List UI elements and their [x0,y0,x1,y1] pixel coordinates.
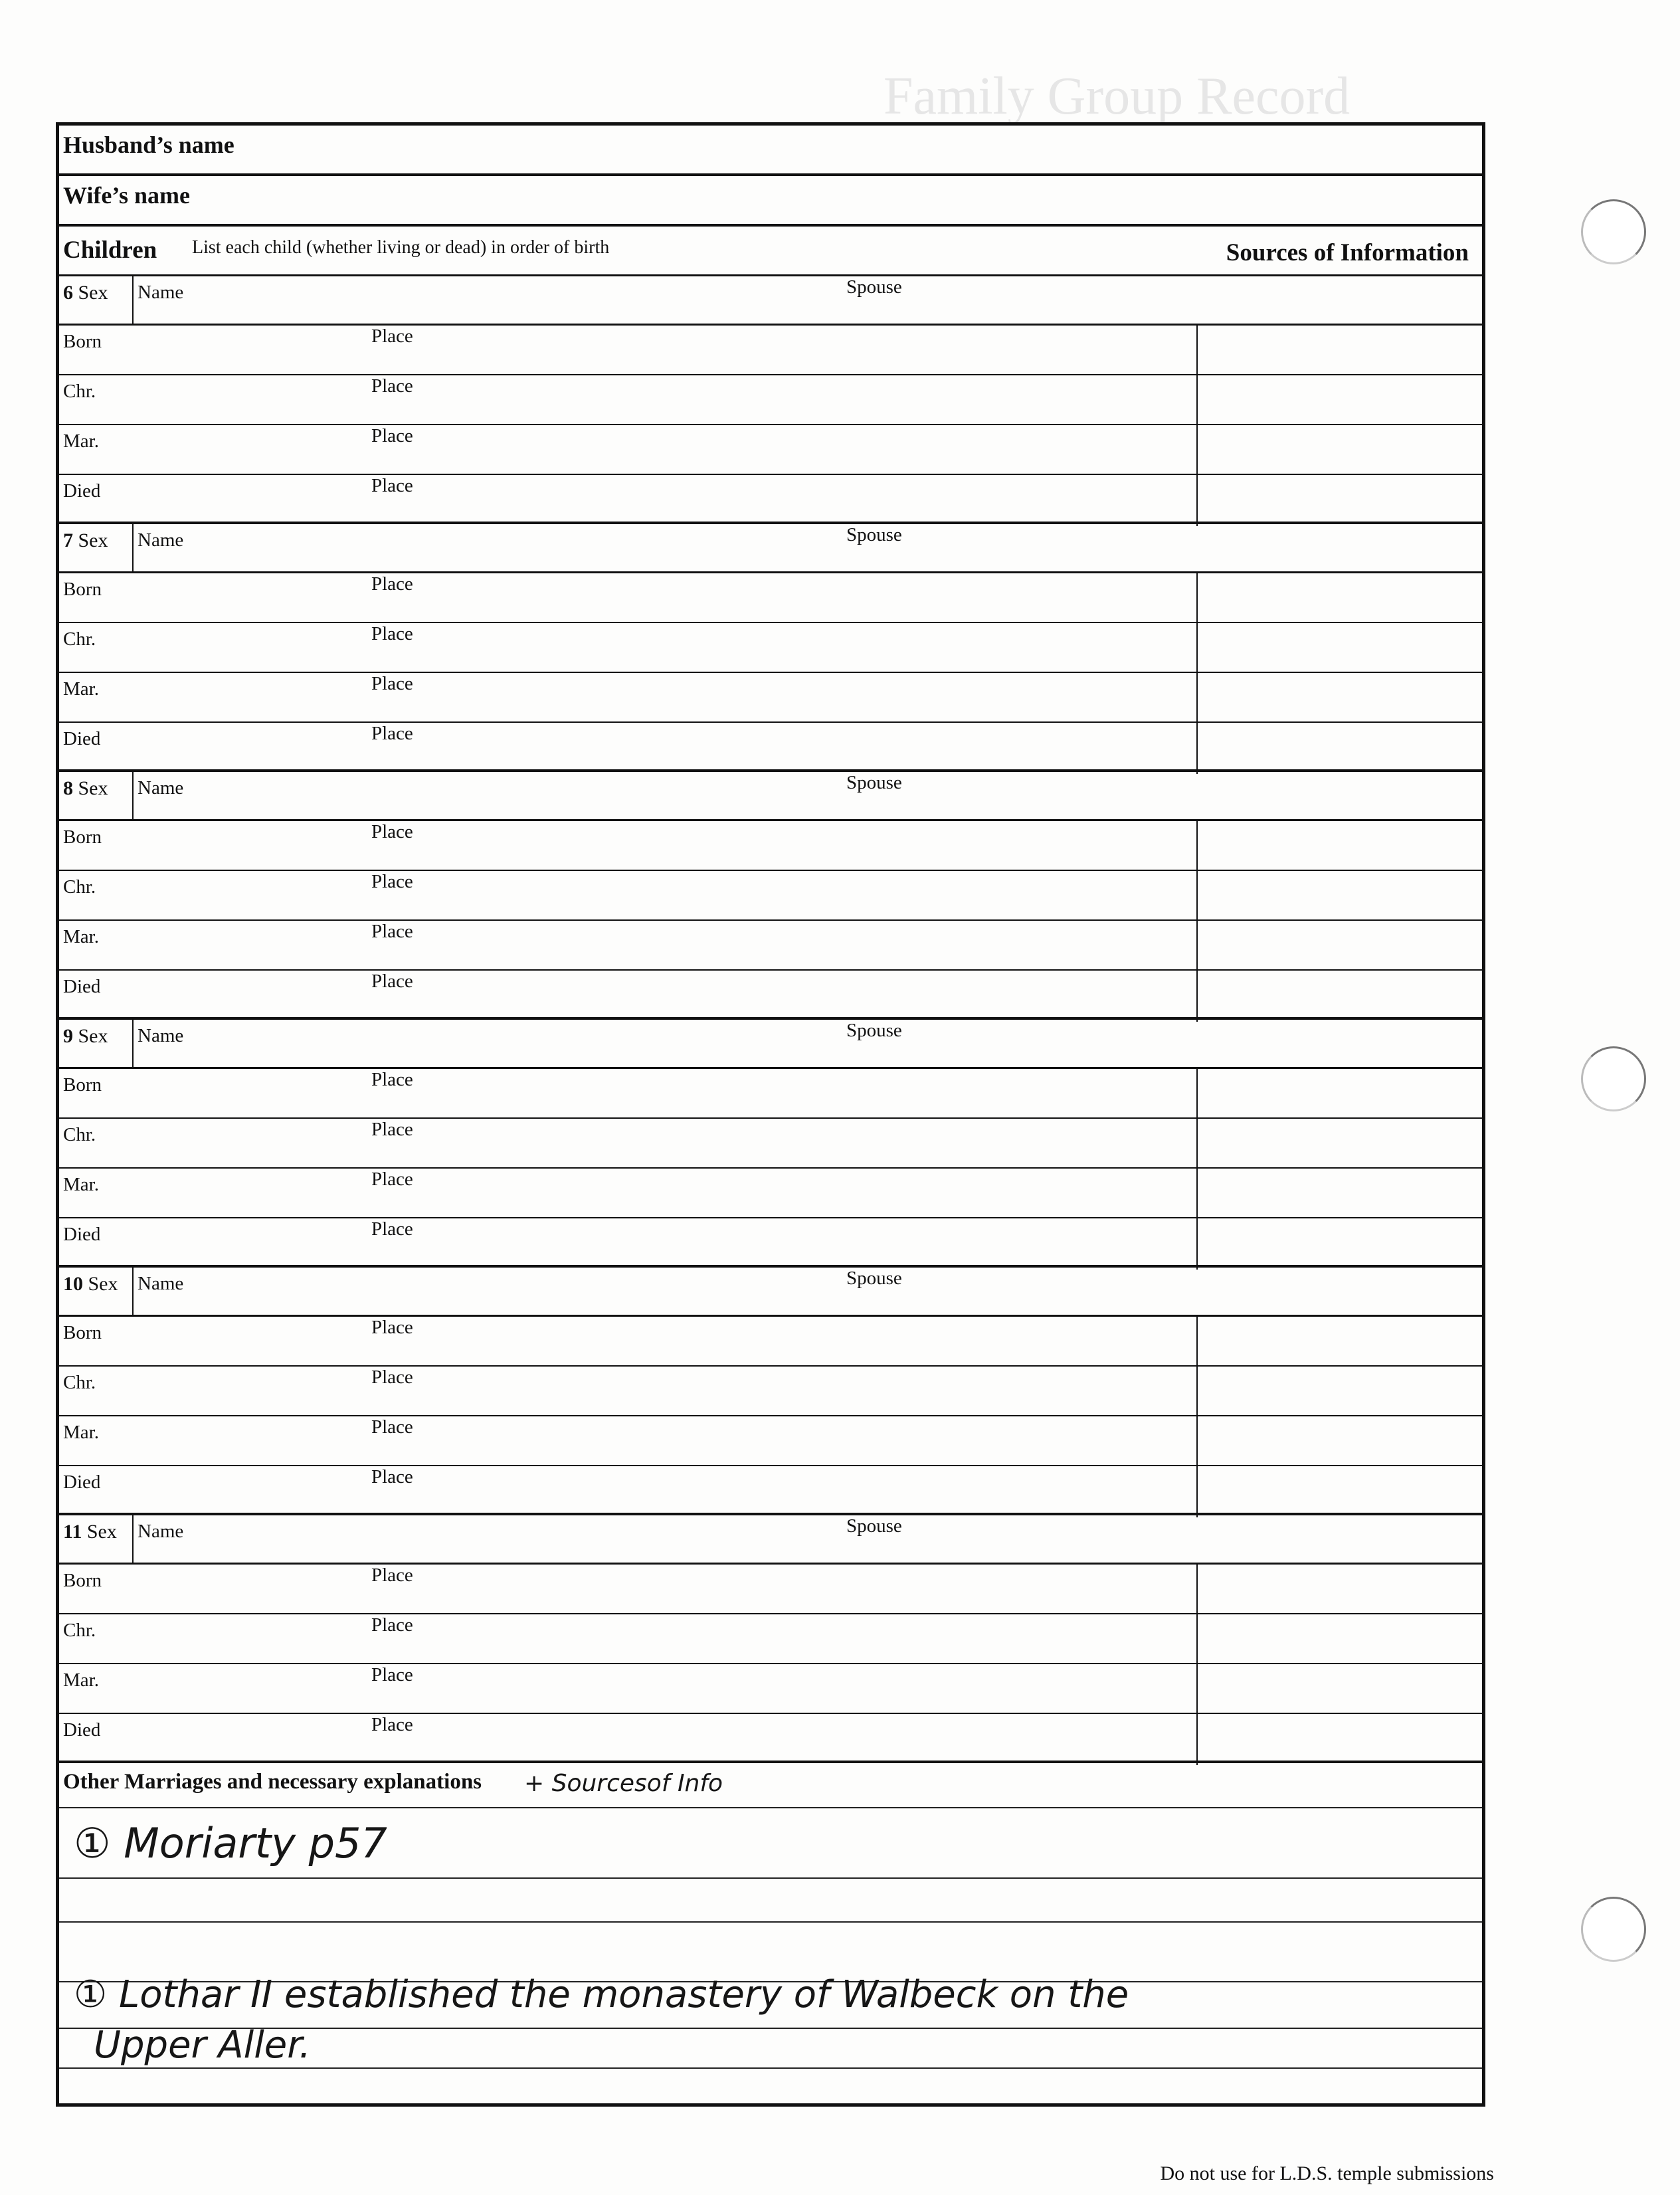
chr-row[interactable] [59,871,1482,921]
source-cell[interactable] [1196,1169,1198,1218]
place-label: Place [371,971,413,992]
child-number-sex [63,1025,108,1048]
died-row[interactable] [59,475,1482,525]
died-label: Died [63,976,101,997]
child-number-sex [63,282,108,304]
name-label: Name [138,529,184,551]
died-row[interactable] [59,971,1482,1020]
sex-label: Sex [78,529,108,551]
children-list [59,276,1482,1763]
place-label: Place [371,326,413,347]
source-cell[interactable] [1196,1119,1198,1169]
mar-label: Mar. [63,430,99,452]
husband-name-label: Husband’s name [63,132,234,158]
spouse-label: Spouse [846,772,902,793]
child-name-row[interactable] [59,1515,1482,1565]
sources-header: Sources of Information [1226,239,1469,266]
punch-hole-middle [1581,1046,1646,1111]
ruled-line [59,2067,1482,2069]
place-label: Place [371,623,413,644]
name-label: Name [138,282,184,303]
chr-label: Chr. [63,1372,96,1393]
source-cell[interactable] [1196,971,1198,1022]
handwritten-note-2-line-2[interactable]: Upper Aller. [94,2024,311,2067]
place-label: Place [371,375,413,397]
place-label: Place [371,475,413,496]
born-label: Born [63,1570,102,1591]
child-number: 11 [63,1521,82,1543]
source-cell[interactable] [1196,921,1198,971]
place-label: Place [371,821,413,842]
source-cell[interactable] [1196,1565,1198,1614]
place-label: Place [371,1218,413,1240]
source-cell[interactable] [1196,1069,1198,1119]
place-label: Place [371,673,413,694]
wife-name-label: Wife’s name [63,182,190,209]
born-row[interactable] [59,1069,1482,1119]
born-row[interactable] [59,1317,1482,1367]
sex-divider [132,524,134,573]
place-label: Place [371,921,413,942]
source-cell[interactable] [1196,821,1198,871]
place-label: Place [371,573,413,595]
born-row[interactable] [59,1565,1482,1614]
handwritten-note-1[interactable]: ① Moriarty p57 [74,1819,387,1867]
sex-label: Sex [78,1025,108,1047]
chr-label: Chr. [63,381,96,402]
child-name-row[interactable] [59,1268,1482,1317]
child-number: 10 [63,1273,83,1295]
born-row[interactable] [59,821,1482,871]
child-number-sex [63,1273,118,1295]
children-header [59,227,1482,276]
sex-divider [132,772,134,821]
died-label: Died [63,1719,101,1741]
sex-divider [132,1268,134,1317]
spouse-label: Spouse [846,1020,902,1041]
place-label: Place [371,871,413,892]
name-label: Name [138,1521,184,1542]
source-cell[interactable] [1196,1466,1198,1517]
name-label: Name [138,777,184,799]
source-cell[interactable] [1196,871,1198,921]
place-label: Place [371,425,413,446]
ruled-line [59,1921,1482,1923]
born-label: Born [63,579,102,600]
source-cell[interactable] [1196,1218,1198,1270]
child-number: 9 [63,1025,73,1047]
mar-label: Mar. [63,1422,99,1443]
child-number-sex [63,529,108,552]
born-label: Born [63,826,102,848]
sex-label: Sex [78,777,108,799]
mar-row[interactable] [59,425,1482,475]
footer-disclaimer: Do not use for L.D.S. temple submissions [1160,2162,1494,2184]
child-record-8 [59,772,1482,1020]
mar-label: Mar. [63,1670,99,1691]
chr-row[interactable] [59,375,1482,425]
punch-hole-top [1581,199,1646,264]
sex-divider [132,1020,134,1069]
child-record-11 [59,1515,1482,1763]
family-group-record-form [56,122,1485,2107]
place-label: Place [371,1614,413,1636]
place-label: Place [371,1466,413,1487]
child-number-sex [63,777,108,800]
died-label: Died [63,480,101,502]
source-cell[interactable] [1196,425,1198,475]
source-cell[interactable] [1196,623,1198,673]
chr-label: Chr. [63,1124,96,1145]
source-cell[interactable] [1196,326,1198,375]
child-name-row[interactable] [59,772,1482,821]
born-label: Born [63,331,102,352]
place-label: Place [371,1416,413,1438]
source-cell[interactable] [1196,573,1198,623]
source-cell[interactable] [1196,723,1198,774]
ruled-line [59,1877,1482,1879]
born-row[interactable] [59,573,1482,623]
handwritten-note-2-line-1[interactable]: ① Lothar II established the monastery of Walbeck on the [74,1973,1129,2016]
chr-row[interactable] [59,1614,1482,1664]
child-number: 8 [63,777,73,799]
source-cell[interactable] [1196,375,1198,425]
sex-label: Sex [78,282,108,304]
mar-label: Mar. [63,678,99,700]
sex-divider [132,1515,134,1565]
mar-label: Mar. [63,1174,99,1195]
place-label: Place [371,723,413,744]
place-label: Place [371,1069,413,1090]
place-label: Place [371,1317,413,1338]
handwritten-sources-note: + Sourcesof Info [524,1770,723,1797]
place-label: Place [371,1169,413,1190]
born-row[interactable] [59,326,1482,375]
children-instruction: List each child (whether living or dead) in order of birth [192,237,610,258]
chr-row[interactable] [59,1367,1482,1416]
died-label: Died [63,1224,101,1245]
source-cell[interactable] [1196,673,1198,723]
spouse-label: Spouse [846,276,902,298]
died-row[interactable] [59,1466,1482,1516]
source-cell[interactable] [1196,1614,1198,1664]
mar-row[interactable] [59,921,1482,971]
child-record-10 [59,1268,1482,1515]
place-label: Place [371,1119,413,1140]
died-row[interactable] [59,1218,1482,1268]
mar-row[interactable] [59,1169,1482,1218]
source-cell[interactable] [1196,1714,1198,1765]
source-cell[interactable] [1196,1664,1198,1714]
source-cell[interactable] [1196,475,1198,526]
chr-row[interactable] [59,1119,1482,1169]
mar-label: Mar. [63,926,99,947]
mar-row[interactable] [59,1664,1482,1714]
name-label: Name [138,1273,184,1294]
wife-name-row[interactable] [59,176,1482,227]
born-label: Born [63,1322,102,1343]
bleed-through-title: Family Group Record [884,67,1351,126]
name-label: Name [138,1025,184,1046]
spouse-label: Spouse [846,1515,902,1537]
sex-label: Sex [86,1521,117,1543]
child-record-6 [59,276,1482,524]
child-record-7 [59,524,1482,772]
child-name-row[interactable] [59,524,1482,573]
child-number-sex [63,1521,117,1543]
spouse-label: Spouse [846,524,902,545]
mar-row[interactable] [59,673,1482,723]
child-name-row[interactable] [59,1020,1482,1069]
punch-hole-bottom [1581,1897,1646,1962]
place-label: Place [371,1714,413,1735]
other-marriages-title: Other Marriages and necessary explanations [63,1770,482,1794]
child-number: 6 [63,282,73,304]
other-marriages-section [59,1763,1482,2103]
chr-label: Chr. [63,1620,96,1641]
place-label: Place [371,1664,413,1685]
source-cell[interactable] [1196,1416,1198,1466]
chr-label: Chr. [63,628,96,650]
place-label: Place [371,1565,413,1586]
child-name-row[interactable] [59,276,1482,326]
died-label: Died [63,728,101,749]
child-number: 7 [63,529,73,551]
child-record-9 [59,1020,1482,1268]
born-label: Born [63,1074,102,1096]
place-label: Place [371,1367,413,1388]
chr-label: Chr. [63,876,96,898]
ruled-line [59,1807,1482,1808]
children-title: Children [63,237,157,264]
source-cell[interactable] [1196,1367,1198,1416]
sex-label: Sex [88,1273,118,1295]
died-row[interactable] [59,723,1482,773]
died-label: Died [63,1472,101,1493]
husband-name-row[interactable] [59,126,1482,176]
chr-row[interactable] [59,623,1482,673]
sex-divider [132,276,134,326]
source-cell[interactable] [1196,1317,1198,1367]
mar-row[interactable] [59,1416,1482,1466]
died-row[interactable] [59,1714,1482,1764]
spouse-label: Spouse [846,1268,902,1289]
